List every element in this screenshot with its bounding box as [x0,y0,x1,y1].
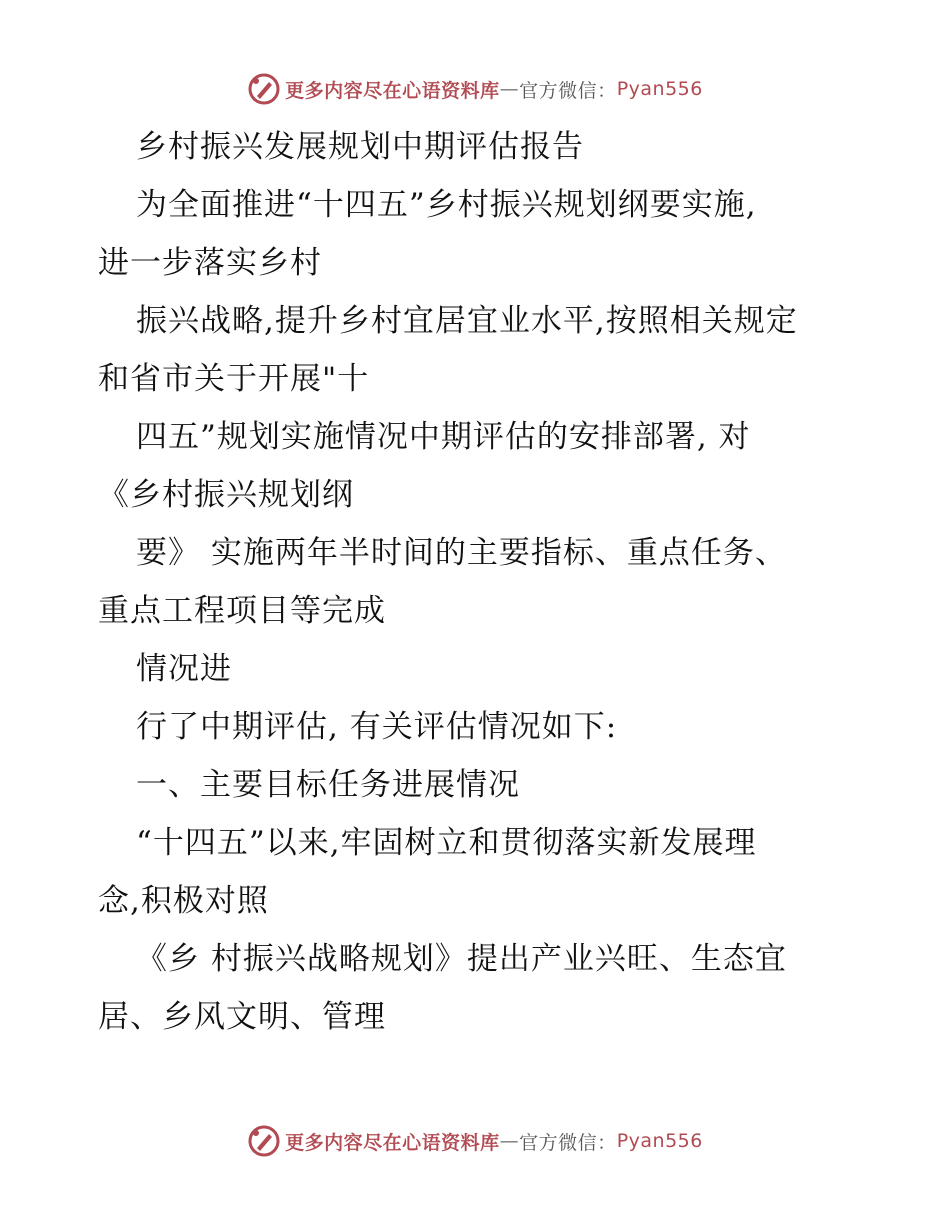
text-line: 一、主要目标任务进展情况 [136,767,520,803]
text-line: 《乡 村振兴战略规划》提出产业兴旺、生态宜 [136,941,787,977]
header-watermark [0,72,950,106]
text-line: 进一步落实乡村 [98,245,322,281]
text-line: 乡村振兴发展规划中期评估报告 [136,129,584,165]
text-line: 要》 实施两年半时间的主要指标、重点任务、 [136,535,787,571]
text-line: 情况进 [136,651,232,687]
watermark-wechat-label: 官方微信： [519,1131,617,1154]
text-line: 念,积极对照 [98,883,269,919]
text-line: 《乡村振兴规划纲 [98,477,354,513]
watermark-dash: — [499,1130,520,1152]
watermark-wechat-label: 官方微信： [519,79,617,102]
text-line: 居、乡风文明、管理 [98,999,386,1035]
watermark-text: 更多内容尽在心语资料库 [285,1131,500,1154]
text-line: “十四五”以来,牢固树立和贯彻落实新发展理 [136,825,757,861]
document-body [98,118,858,1046]
footer-watermark [0,1124,950,1158]
text-line: 行了中期评估, 有关评估情况如下: [136,709,618,745]
text-line: 和省市关于开展"十 [98,361,370,397]
pen-logo-icon [247,1124,281,1158]
watermark-text: 更多内容尽在心语资料库 [285,79,500,102]
text-line: 重点工程项目等完成 [98,593,386,629]
watermark-dash: — [499,78,520,100]
text-line: 为全面推进“十四五”乡村振兴规划纲要实施, [136,187,757,223]
watermark-wechat-id: Pyan556 [616,1130,703,1152]
text-line: 四五”规划实施情况中期评估的安排部署, 对 [136,419,751,455]
pen-logo-icon [247,72,281,106]
text-line: 振兴战略,提升乡村宜居宜业水平,按照相关规定 [136,303,798,339]
watermark-wechat-id: Pyan556 [616,78,703,100]
